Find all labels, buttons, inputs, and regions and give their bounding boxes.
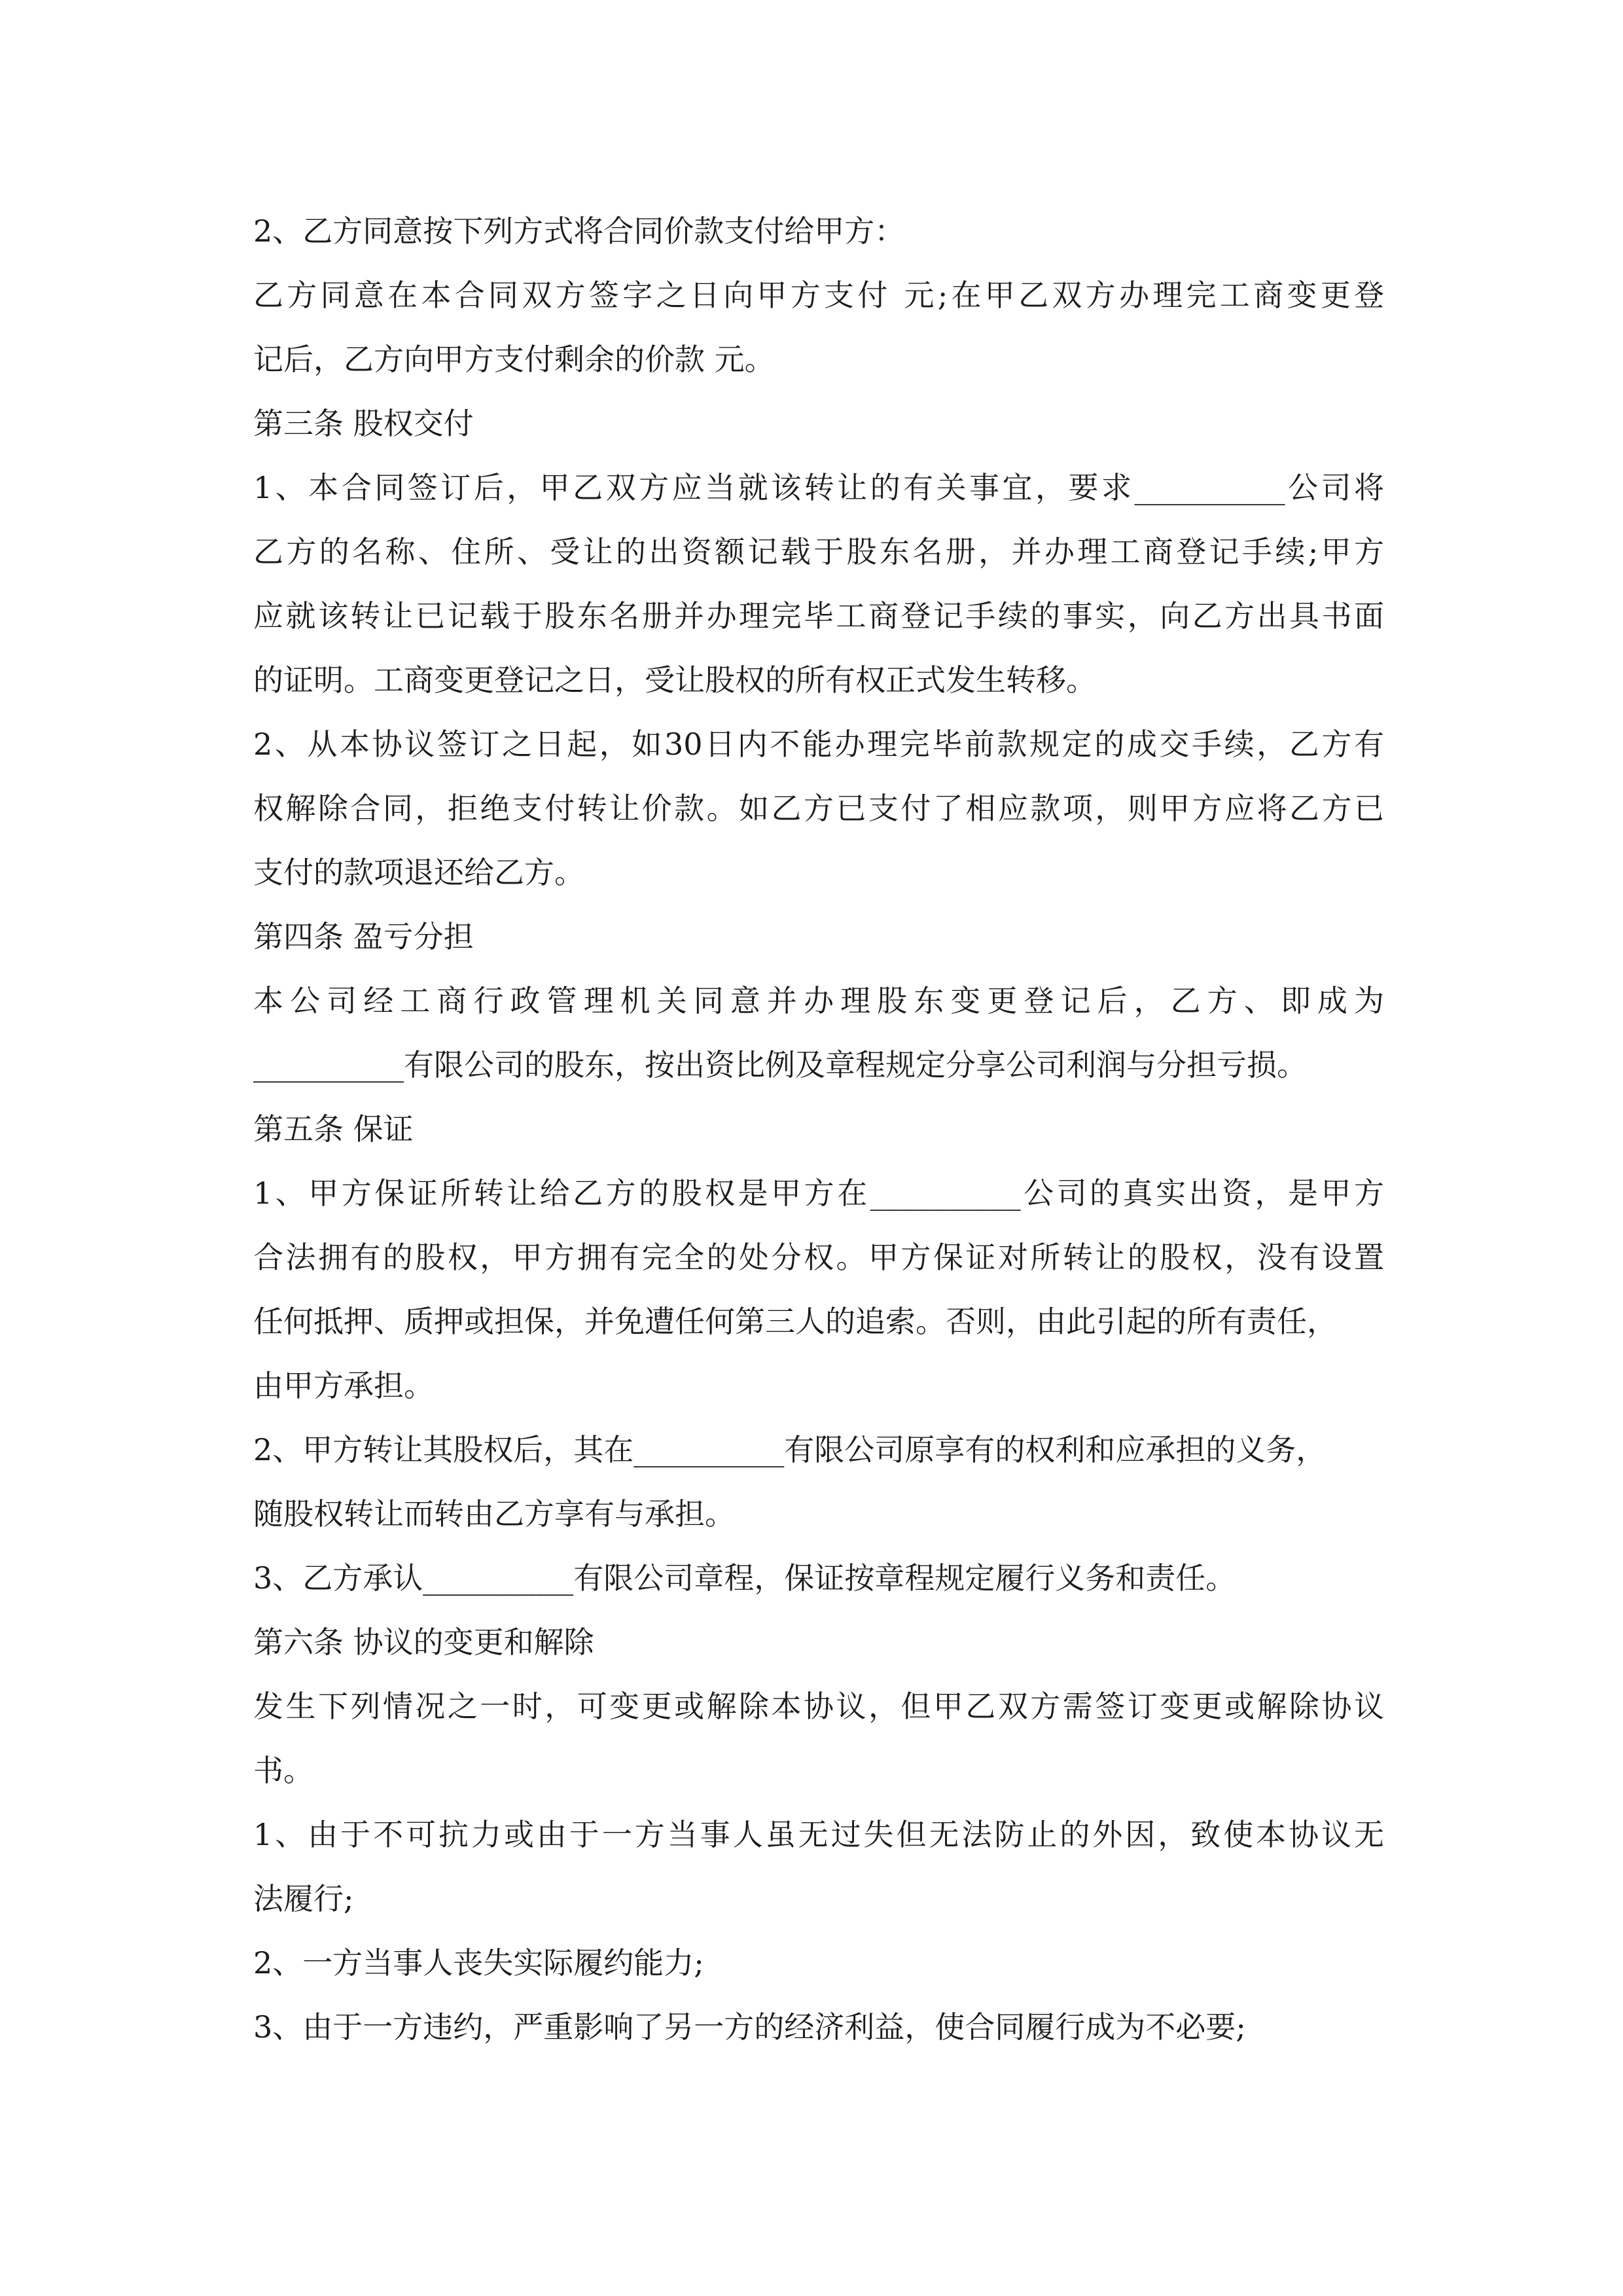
- clause-2-payment-method: 2、乙方同意按下列方式将合同价款支付给甲方：: [253, 213, 905, 249]
- clause-1-force-majeure: 1、由于不可抗力或由于一方当事人虽无过失但无法防止的外因，致使本协议无: [253, 1817, 1384, 1852]
- body-text-line: 记后，乙方向甲方支付剩余的价款 元。: [253, 342, 775, 377]
- clause-2-termination-right: 2、从本协议签订之日起，如30日内不能办理完毕前款规定的成交手续，乙方有: [253, 726, 1384, 762]
- body-text-line: 随股权转让而转由乙方享有与承担。: [253, 1496, 735, 1532]
- body-text-line: __________有限公司的股东，按出资比例及章程规定分享公司利润与分担亏损。: [253, 1047, 1307, 1083]
- document-body: [253, 199, 1431, 2059]
- clause-1-guarantee: 1、甲方保证所转让给乙方的股权是甲方在__________公司的真实出资，是甲方: [253, 1175, 1384, 1211]
- section-heading-article-4: 第四条 盈亏分担: [253, 919, 474, 954]
- clause-3-breach: 3、由于一方违约，严重影响了另一方的经济利益，使合同履行成为不必要;: [253, 2009, 1246, 2045]
- clause-3-articles-acceptance: 3、乙方承认__________有限公司章程，保证按章程规定履行义务和责任。: [253, 1560, 1236, 1596]
- body-text-line: 乙方同意在本合同双方签字之日向甲方支付 元;在甲乙双方办理完工商变更登: [253, 278, 1384, 313]
- body-text-line: 任何抵押、质押或担保，并免遭任何第三人的追索。否则，由此引起的所有责任，: [253, 1304, 1337, 1339]
- clause-2-incapacity: 2、一方当事人丧失实际履约能力;: [253, 1945, 704, 1981]
- body-text-line: 权解除合同，拒绝支付转让价款。如乙方已支付了相应款项，则甲方应将乙方已: [253, 791, 1384, 826]
- body-text-line: 乙方的名称、住所、受让的出资额记载于股东名册，并办理工商登记手续;甲方: [253, 534, 1384, 569]
- body-text-line: 合法拥有的股权，甲方拥有完全的处分权。甲方保证对所转让的股权，没有设置: [253, 1240, 1384, 1275]
- section-heading-article-6: 第六条 协议的变更和解除: [253, 1624, 594, 1660]
- body-text-line: 本公司经工商行政管理机关同意并办理股东变更登记后，乙方、即成为: [253, 983, 1384, 1018]
- body-text-line: 法履行;: [253, 1881, 354, 1916]
- body-text-line: 书。: [253, 1753, 313, 1788]
- body-text-line: 应就该转让已记载于股东名册并办理完毕工商登记手续的事实，向乙方出具书面: [253, 598, 1384, 634]
- section-heading-article-3: 第三条 股权交付: [253, 406, 474, 441]
- section-heading-article-5: 第五条 保证: [253, 1111, 414, 1147]
- body-text-line: 发生下列情况之一时，可变更或解除本协议，但甲乙双方需签订变更或解除协议: [253, 1689, 1384, 1724]
- body-text-line: 由甲方承担。: [253, 1368, 434, 1403]
- clause-1-equity-delivery: 1、本合同签订后，甲乙双方应当就该转让的有关事宜，要求__________公司将: [253, 470, 1384, 505]
- clause-2-rights-transfer: 2、甲方转让其股权后，其在__________有限公司原享有的权利和应承担的义务，: [253, 1432, 1327, 1467]
- body-text-line: 的证明。工商变更登记之日，受让股权的所有权正式发生转移。: [253, 662, 1096, 698]
- body-text-line: 支付的款项退还给乙方。: [253, 855, 584, 890]
